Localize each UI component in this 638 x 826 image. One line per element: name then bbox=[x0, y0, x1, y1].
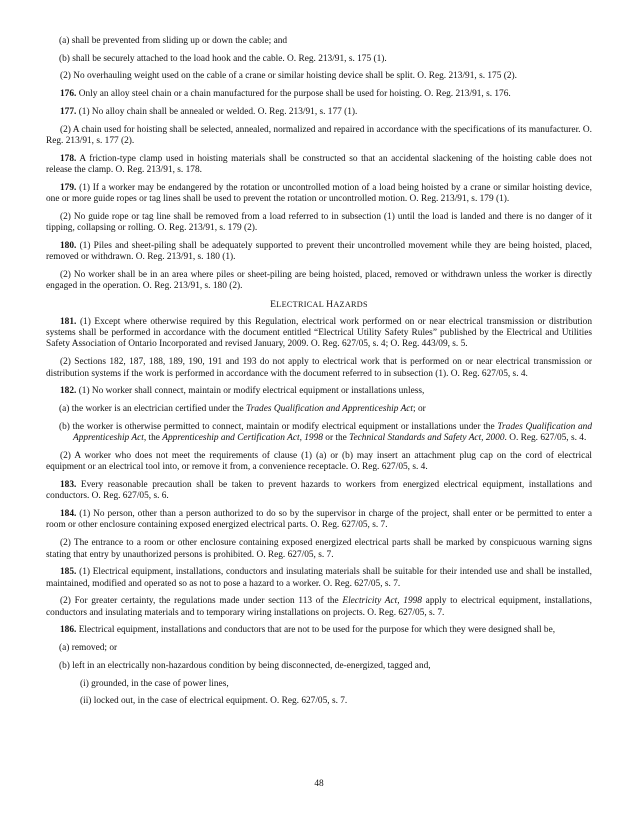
text-run: (b) shall be securely attached to the load hook and the cable. O. Reg. 213/91, s. 175 (1). bbox=[59, 53, 387, 64]
section-paragraph bbox=[46, 183, 592, 206]
text-run: (b) the worker is otherwise permitted to connect, maintain or modify electrical equipment or installations under the bbox=[59, 421, 498, 432]
section-paragraph bbox=[46, 154, 592, 177]
text-run: (2) Sections 182, 187, 188, 189, 190, 191 and 193 do not apply to electrical work that is performed on or near electrical transmission or distribution systems if the work is performed in accordance with the document referred to in subsection (1). O. Reg. 627/05, s. 4. bbox=[46, 357, 592, 379]
section-paragraph bbox=[46, 538, 592, 561]
section-paragraph bbox=[46, 357, 592, 380]
act-title: Trades Qualification and Apprenticeship Act bbox=[73, 421, 593, 444]
text-run: A friction-type clamp used in hoisting materials shall be constructed so that an accidental slackening of the hoisting cable does not release the clamp. O. Reg. 213/91, s. 178. bbox=[46, 153, 592, 176]
text-run: (2) No overhauling weight used on the cable of a crane or similar hoisting device shall be split. O. Reg. 213/91, s. 175 (2). bbox=[60, 71, 517, 82]
text-run: (1) No worker shall connect, maintain or modify electrical equipment or installations unless, bbox=[76, 386, 425, 397]
text-run: (a) shall be prevented from sliding up or down the cable; and bbox=[59, 36, 288, 46]
section-number: 182. bbox=[60, 386, 77, 397]
text-run: (a) removed; or bbox=[59, 643, 118, 654]
text-run: Every reasonable precaution shall be taken to prevent hazards to workers from energized electrical equipment, installations and conductors. O. Reg. 627/05, s. 6. bbox=[46, 479, 592, 502]
section-number: 186. bbox=[60, 625, 77, 636]
section-paragraph bbox=[46, 241, 592, 264]
text-run: H bbox=[326, 299, 334, 311]
text-run: (2) A worker who does not meet the requirements of clause (1) (a) or (b) may insert an attachment plug cap on the cord of electrical equipment or an electrical tool into, or remove it from, a convenience receptacle. O. Reg. 627/05, s. 4. bbox=[46, 450, 592, 473]
section-paragraph bbox=[46, 107, 592, 118]
text-run: (a) the worker is an electrician certified under the bbox=[59, 404, 247, 414]
act-title: Apprenticeship and Certification Act, 1998 bbox=[162, 433, 323, 444]
section-number: 178. bbox=[60, 153, 77, 164]
section-paragraph bbox=[46, 71, 592, 82]
clause-item bbox=[46, 54, 592, 65]
act-title: Electricity Act, 1998 bbox=[342, 596, 422, 607]
text-run: (2) The entrance to a room or other enclosure containing exposed energized electrical parts shall be marked by conspicuous warning signs stating that entry by unauthorized persons is prohibited. O. Reg. 627/05, s. 7. bbox=[46, 538, 592, 560]
section-heading bbox=[46, 299, 592, 310]
section-paragraph bbox=[46, 625, 592, 636]
text-run: , the bbox=[143, 433, 163, 444]
section-paragraph bbox=[46, 480, 592, 503]
regulation-text bbox=[46, 36, 592, 708]
section-number: 185. bbox=[60, 567, 77, 578]
section-number: 179. bbox=[60, 182, 77, 193]
text-run: (2) A chain used for hoisting shall be selected, annealed, normalized and repaired in accordance with the specifications of its manufacturer. O. Reg. 213/91, s. 177 (2). bbox=[46, 124, 592, 146]
text-run: or the bbox=[322, 433, 350, 444]
section-paragraph bbox=[46, 317, 592, 351]
section-paragraph bbox=[46, 270, 592, 293]
clause-item bbox=[46, 404, 592, 415]
text-run: (1) Except where otherwise required by this Regulation, electrical work performed on or near electrical transmission or distribution systems shall be performed in accordance with the document entitled “Electrical Utility Safety Rules” published by the Electrical and Utilities Safety Association of Ontario Incorporated and revised January, 2009. O. Reg. 627/05, s. 4; O. Reg. 443/09, s. 5. bbox=[46, 316, 592, 350]
section-paragraph bbox=[46, 89, 592, 100]
text-run: (i) grounded, in the case of power lines, bbox=[80, 678, 229, 689]
clause-item bbox=[46, 422, 592, 445]
text-run: (1) No person, other than a person authorized to do so by the supervisor in charge of the project, shall enter or be permitted to enter a room or other enclosure containing exposed energized electrical parts. O. Reg. 627/05, s. 7. bbox=[46, 509, 592, 531]
text-run: Electrical equipment, installations and conductors that are not to be used for the purpose for which they were designed shall be, bbox=[76, 625, 556, 636]
text-run: (1) Piles and sheet-piling shall be adequately supported to prevent their uncontrolled movement while they are being hoisted, placed, removed or withdrawn. O. Reg. 213/91, s. 180 (1). bbox=[46, 240, 592, 263]
text-run: (b) left in an electrically non-hazardous condition by being disconnected, de-energized, tagged and, bbox=[59, 660, 431, 671]
section-number: 176. bbox=[60, 89, 77, 100]
section-number: 181. bbox=[60, 316, 77, 327]
text-run: (1) If a worker may be endangered by the rotation or uncontrolled motion of a load being hoisted by a crane or similar hoisting device, one or more guide ropes or tag lines shall be used to prevent the rotation or uncontrolled motion. O. Reg. 213/91, s. 179 (1). bbox=[46, 182, 592, 205]
text-run: E bbox=[270, 299, 277, 311]
section-paragraph bbox=[46, 125, 592, 148]
text-run: (2) For greater certainty, the regulations made under section 113 of the bbox=[60, 596, 343, 607]
text-run: apply to electrical equipment, installations, conductors and insulating materials and to temporary wiring installations on projects. O. Reg. 627/05, s. 7. bbox=[46, 596, 592, 618]
text-run: Only an alloy steel chain or a chain manufactured for the purpose shall be used for hoisting. O. Reg. 213/91, s. 176. bbox=[76, 89, 511, 100]
section-number: 177. bbox=[60, 106, 77, 117]
text-run: . O. Reg. 627/05, s. 4. bbox=[504, 433, 587, 444]
text-run: (1) Electrical equipment, installations, conductors and insulating materials shall be suitable for their intended use and shall be installed, maintained, modified and operated so as not to pose a hazard to a worker. O. Reg. 627/05, s. 7. bbox=[46, 567, 592, 589]
act-title: Trades Qualification and Apprenticeship Act bbox=[246, 404, 414, 414]
section-paragraph bbox=[46, 386, 592, 397]
section-paragraph bbox=[46, 212, 592, 235]
section-paragraph bbox=[46, 567, 592, 590]
text-run: (1) No alloy chain shall be annealed or welded. O. Reg. 213/91, s. 177 (1). bbox=[76, 106, 358, 117]
clause-item bbox=[46, 643, 592, 654]
text-run: (ii) locked out, in the case of electrical equipment. O. Reg. 627/05, s. 7. bbox=[80, 696, 348, 707]
clause-item bbox=[46, 661, 592, 672]
section-paragraph bbox=[46, 509, 592, 532]
act-title: Technical Standards and Safety Act, 2000 bbox=[349, 433, 505, 444]
page-number: 48 bbox=[314, 779, 324, 789]
text-run: ; or bbox=[413, 404, 426, 414]
subclause-item bbox=[46, 696, 592, 707]
section-paragraph bbox=[46, 451, 592, 474]
text-run: (2) No worker shall be in an area where piles or sheet-piling are being hoisted, placed, removed or withdrawn unless the worker is directly engaged in the operation. O. Reg. 213/91, s. 180 (2). bbox=[46, 270, 592, 292]
section-number: 183. bbox=[60, 479, 77, 490]
text-run: LECTRICAL bbox=[276, 300, 327, 310]
clause-item bbox=[46, 36, 592, 47]
section-paragraph bbox=[46, 596, 592, 619]
section-number: 184. bbox=[60, 509, 77, 520]
subclause-item bbox=[46, 679, 592, 690]
text-run: (2) No guide rope or tag line shall be removed from a load referred to in subsection (1) until the load is landed and there is no danger of it tipping, collapsing or rolling. O. Reg. 213/91, s. 179 (2). bbox=[46, 211, 592, 234]
text-run: AZARDS bbox=[333, 300, 368, 310]
section-number: 180. bbox=[60, 240, 77, 251]
